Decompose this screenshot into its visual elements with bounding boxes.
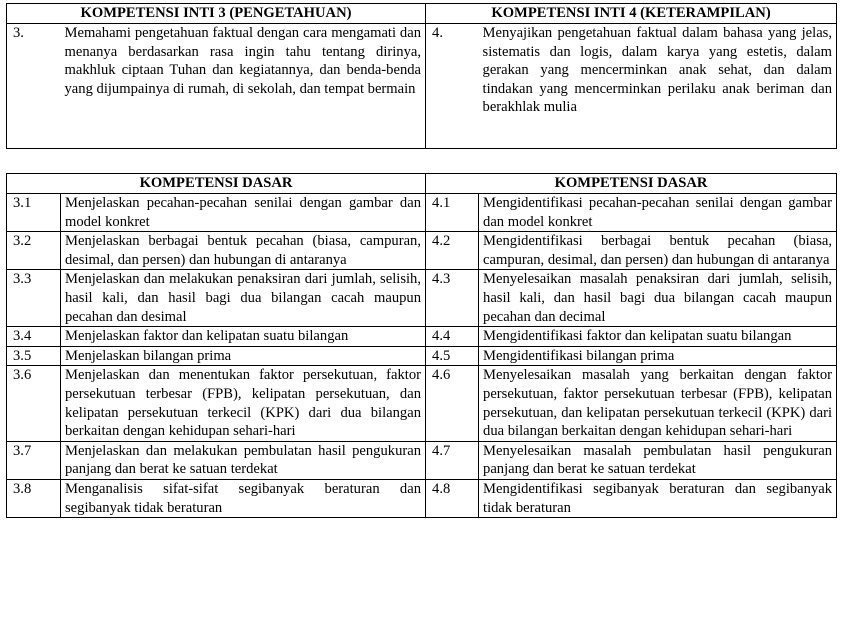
kd-left-number: 3.6 (7, 366, 61, 441)
kd-left-number: 3.5 (7, 346, 61, 366)
table-row (7, 194, 837, 232)
table-row (7, 479, 837, 517)
kd-right-header: KOMPETENSI DASAR (426, 174, 837, 194)
kompetensi-inti-table (6, 3, 837, 149)
ki4-text: Menyajikan pengetahuan faktual dalam bahasa yang jelas, sistematis dan logis, dalam karya yang estetis, dalam gerakan yang mencerminkan anak sehat, dan dalam tindakan yang mencerminkan perilaku anak beriman dan berakhlak mulia (479, 24, 837, 149)
table-row (7, 346, 837, 366)
table-row (7, 327, 837, 347)
kd-left-text: Menjelaskan faktor dan kelipatan suatu bilangan (61, 327, 426, 347)
kd-left-text: Menjelaskan dan melakukan penaksiran dari jumlah, selisih, hasil kali, dan hasil bagi dua bilangan cacah maupun pecahan dan desimal (61, 270, 426, 327)
ki3-number: 3. (7, 24, 61, 149)
kd-left-text: Menjelaskan dan menentukan faktor persekutuan, faktor persekutuan terbesar (FPB), kelipatan persekutuan, dan kelipatan persekutuan terkecil (KPK) dari dua bilangan berkaitan dengan kehidupan sehari-hari (61, 366, 426, 441)
kompetensi-dasar-table (6, 173, 837, 518)
kd-left-text: Menganalisis sifat-sifat segibanyak beraturan dan segibanyak tidak beraturan (61, 479, 426, 517)
kd-right-text: Mengidentifikasi faktor dan kelipatan suatu bilangan (479, 327, 837, 347)
kd-header-row (7, 174, 837, 194)
kd-left-number: 3.7 (7, 441, 61, 479)
kd-left-text: Menjelaskan pecahan-pecahan senilai dengan gambar dan model konkret (61, 194, 426, 232)
kd-right-text: Menyelesaikan masalah pembulatan hasil pengukuran panjang dan berat ke satuan terdekat (479, 441, 837, 479)
kd-right-number: 4.1 (426, 194, 479, 232)
kd-right-number: 4.8 (426, 479, 479, 517)
table-row (7, 270, 837, 327)
kd-right-text: Mengidentifikasi segibanyak beraturan dan segibanyak tidak beraturan (479, 479, 837, 517)
ki-body-row (7, 24, 837, 149)
ki3-text: Memahami pengetahuan faktual dengan cara mengamati dan menanya berdasarkan rasa ingin tahu tentang dirinya, makhluk ciptaan Tuhan dan kegiatannya, dan benda-benda yang dijumpainya di rumah, di sekolah, dan tempat bermain (61, 24, 426, 149)
kd-right-text: Mengidentifikasi pecahan-pecahan senilai dengan gambar dan model konkret (479, 194, 837, 232)
kd-right-text: Menyelesaikan masalah yang berkaitan dengan faktor persekutuan, faktor persekutuan terbesar (FPB), kelipatan persekutuan, dan kelipatan persekutuan terkecil (KPK) dari dua bilangan berkaitan dengan kehidupan sehari-hari (479, 366, 837, 441)
kd-right-number: 4.2 (426, 232, 479, 270)
ki-header-row (7, 4, 837, 24)
kd-left-number: 3.1 (7, 194, 61, 232)
kd-left-text: Menjelaskan bilangan prima (61, 346, 426, 366)
ki4-header: KOMPETENSI INTI 4 (KETERAMPILAN) (426, 4, 837, 24)
kd-right-text: Menyelesaikan masalah penaksiran dari jumlah, selisih, hasil kali, dan hasil bagi dua bilangan cacah maupun pecahan dan decimal (479, 270, 837, 327)
kd-right-text: Mengidentifikasi bilangan prima (479, 346, 837, 366)
kd-left-text: Menjelaskan dan melakukan pembulatan hasil pengukuran panjang dan berat ke satuan terdekat (61, 441, 426, 479)
kd-right-number: 4.3 (426, 270, 479, 327)
kd-left-number: 3.8 (7, 479, 61, 517)
kd-left-header: KOMPETENSI DASAR (7, 174, 426, 194)
kd-left-number: 3.3 (7, 270, 61, 327)
kd-right-number: 4.4 (426, 327, 479, 347)
table-row (7, 232, 837, 270)
table-row (7, 441, 837, 479)
table-row (7, 366, 837, 441)
kd-right-number: 4.7 (426, 441, 479, 479)
kd-left-number: 3.4 (7, 327, 61, 347)
ki3-header: KOMPETENSI INTI 3 (PENGETAHUAN) (7, 4, 426, 24)
kd-right-text: Mengidentifikasi berbagai bentuk pecahan (biasa, campuran, desimal, dan persen) dan hubungan di antaranya (479, 232, 837, 270)
kd-left-number: 3.2 (7, 232, 61, 270)
kd-left-text: Menjelaskan berbagai bentuk pecahan (biasa, campuran, desimal, dan persen) dan hubungan di antaranya (61, 232, 426, 270)
kd-right-number: 4.5 (426, 346, 479, 366)
kd-right-number: 4.6 (426, 366, 479, 441)
ki4-number: 4. (426, 24, 479, 149)
